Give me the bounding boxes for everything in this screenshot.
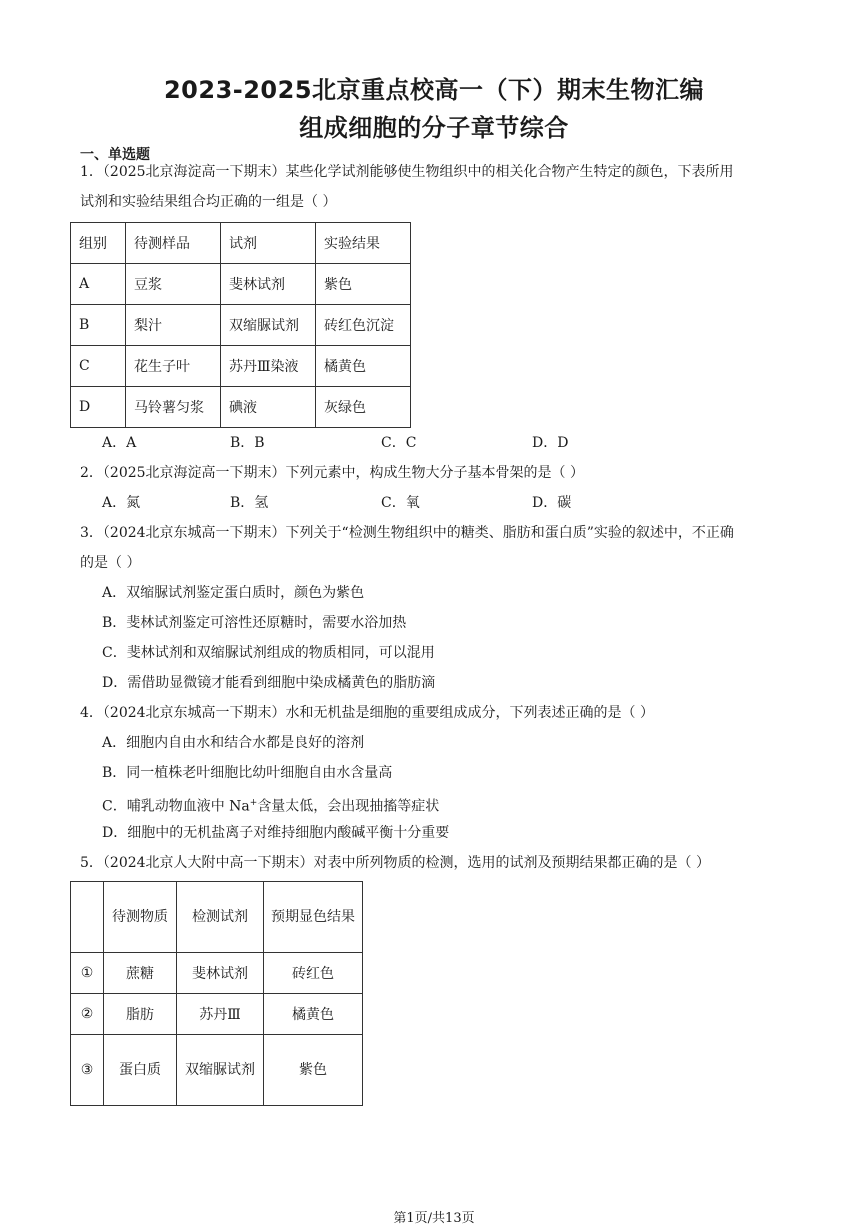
q5-stem: 5．（2024北京人大附中高一下期末）对表中所列物质的检测，选用的试剂及预期结果都正确的是（ ） (80, 855, 710, 871)
table-cell: 蔗糖 (104, 953, 177, 994)
q1-table (70, 222, 411, 428)
document-title-line2: 组成细胞的分子章节综合 (299, 114, 569, 142)
q1-option-b[interactable]: B．B (230, 435, 265, 451)
table-cell: 斐林试剂 (177, 953, 264, 994)
table-cell: 灰绿色 (316, 387, 411, 428)
q5-table (70, 881, 363, 1106)
q1-option-c[interactable]: C．C (381, 435, 417, 451)
table-cell: 双缩脲试剂 (221, 305, 316, 346)
q2-option-a[interactable]: A．氮 (102, 495, 141, 511)
table-row (71, 387, 411, 428)
table-cell: 橘黄色 (316, 346, 411, 387)
table-cell: 砖红色沉淀 (316, 305, 411, 346)
table-cell: A (71, 264, 126, 305)
q2-option-b[interactable]: B．氢 (230, 495, 269, 511)
table-cell: 豆浆 (126, 264, 221, 305)
table-cell: 脂肪 (104, 994, 177, 1035)
q2-option-c[interactable]: C．氧 (381, 495, 420, 511)
table-row (71, 1035, 363, 1106)
q4-option-c-text: C．哺乳动物血液中 Na (102, 798, 250, 815)
table-cell: C (71, 346, 126, 387)
q3-option-b[interactable]: B．斐林试剂鉴定可溶性还原糖时，需要水浴加热 (102, 615, 407, 631)
table-header-cell: 待测样品 (126, 223, 221, 264)
q3-option-c[interactable]: C．斐林试剂和双缩脲试剂组成的物质相同，可以混用 (102, 645, 435, 661)
table-header-cell: 预期显色结果 (264, 882, 363, 953)
table-row (71, 994, 363, 1035)
q4-option-c[interactable] (102, 794, 439, 816)
table-cell: 梨汁 (126, 305, 221, 346)
page-footer: 第1页/共13页 (393, 1211, 475, 1226)
table-cell: ③ (71, 1035, 104, 1106)
document-title-line1: 2023-2025北京重点校高一（下）期末生物汇编 (163, 76, 705, 104)
q4-stem: 4．（2024北京东城高一下期末）水和无机盐是细胞的重要组成成分，下列表述正确的是（ ） (80, 705, 654, 721)
q3-option-a[interactable]: A．双缩脲试剂鉴定蛋白质时，颜色为紫色 (102, 585, 365, 601)
table-row (71, 346, 411, 387)
q1-option-a[interactable]: A．A (102, 435, 137, 451)
table-cell: 花生子叶 (126, 346, 221, 387)
superscript-plus: + (249, 798, 258, 808)
table-cell: ② (71, 994, 104, 1035)
table-cell: 苏丹Ⅲ (177, 994, 264, 1035)
table-cell: 碘液 (221, 387, 316, 428)
table-row (71, 264, 411, 305)
table-row (71, 305, 411, 346)
table-header-cell: 检测试剂 (177, 882, 264, 953)
table-cell: 砖红色 (264, 953, 363, 994)
q4-option-b[interactable]: B．同一植株老叶细胞比幼叶细胞自由水含量高 (102, 765, 393, 781)
table-header-row (71, 223, 411, 264)
table-cell: 紫色 (264, 1035, 363, 1106)
q2-stem: 2．（2025北京海淀高一下期末）下列元素中，构成生物大分子基本骨架的是（ ） (80, 465, 584, 481)
table-header-cell (71, 882, 104, 953)
q3-option-d[interactable]: D．需借助显微镜才能看到细胞中染成橘黄色的脂肪滴 (102, 675, 436, 691)
table-cell: 紫色 (316, 264, 411, 305)
table-header-cell: 试剂 (221, 223, 316, 264)
q3-stem-line2: 的是（ ） (80, 555, 141, 571)
table-cell: 双缩脲试剂 (177, 1035, 264, 1106)
section-title: 一、单选题 (80, 147, 150, 163)
table-cell: 橘黄色 (264, 994, 363, 1035)
table-cell: 蛋白质 (104, 1035, 177, 1106)
q1-stem-line1: 1．（2025北京海淀高一下期末）某些化学试剂能够使生物组织中的相关化合物产生特定的颜色，下表所用 (80, 164, 734, 180)
q2-option-d[interactable]: D．碳 (532, 495, 572, 511)
table-cell: D (71, 387, 126, 428)
q3-stem-line1: 3．（2024北京东城高一下期末）下列关于“检测生物组织中的糖类、脂肪和蛋白质”实验的叙述中，不正确 (80, 525, 734, 541)
table-header-cell: 实验结果 (316, 223, 411, 264)
table-cell: 马铃薯匀浆 (126, 387, 221, 428)
q4-option-d[interactable]: D．细胞中的无机盐离子对维持细胞内酸碱平衡十分重要 (102, 825, 450, 841)
table-header-cell: 待测物质 (104, 882, 177, 953)
q1-stem-line2: 试剂和实验结果组合均正确的一组是（ ） (80, 194, 337, 210)
q1-option-d[interactable]: D．D (532, 435, 569, 451)
table-cell: B (71, 305, 126, 346)
q4-option-a[interactable]: A．细胞内自由水和结合水都是良好的溶剂 (102, 735, 365, 751)
table-header-row (71, 882, 363, 953)
table-header-cell: 组别 (71, 223, 126, 264)
q4-option-c-rest: 含量太低，会出现抽搐等症状 (257, 798, 440, 815)
table-cell: 苏丹Ⅲ染液 (221, 346, 316, 387)
table-cell: 斐林试剂 (221, 264, 316, 305)
table-row (71, 953, 363, 994)
table-cell: ① (71, 953, 104, 994)
